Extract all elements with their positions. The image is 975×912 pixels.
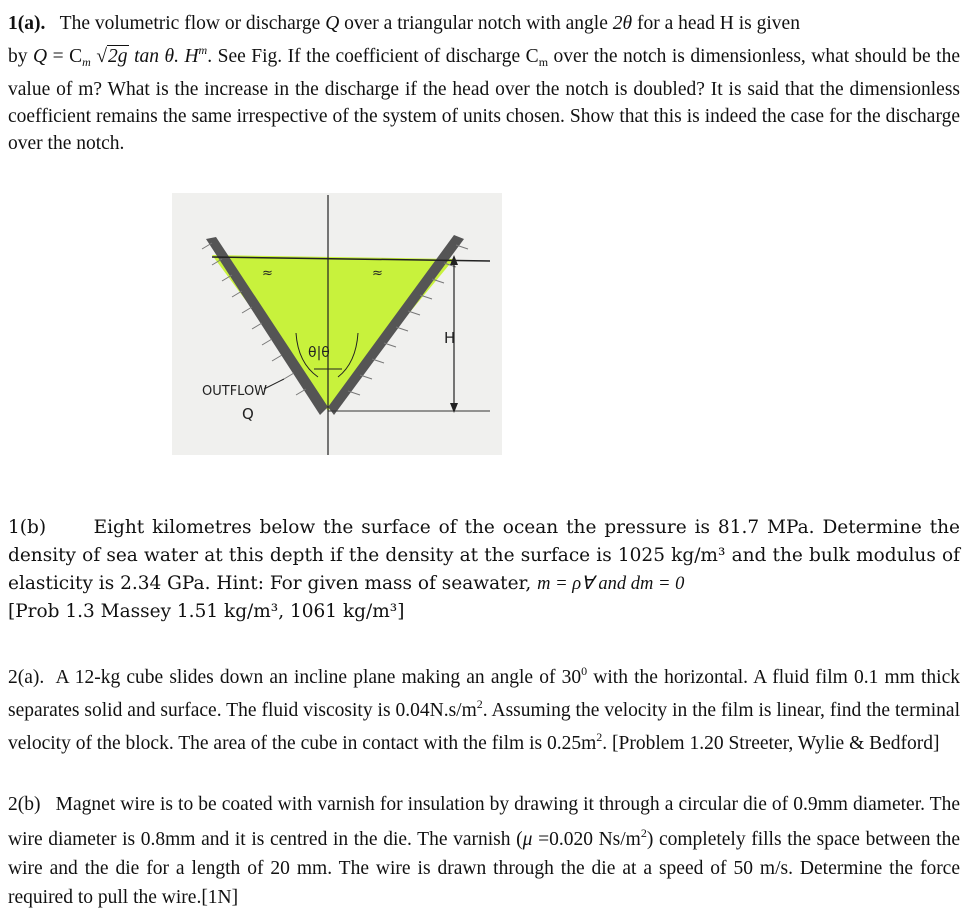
problem-2a — [8, 658, 960, 757]
surface-mark-left: ≈ — [262, 266, 273, 281]
squared-superscript-2: 2 — [596, 730, 603, 744]
equation-tan-term: tan θ. H — [134, 46, 199, 67]
problem-2a-text-d: . [Problem 1.20 Streeter, Wylie & Bedford] — [602, 733, 940, 754]
problem-2a-text-b: with the horizontal. A fluid film 0.1 mm thick separates solid and surface. The fluid viscosity is 0.04N.s/m — [8, 667, 960, 721]
problem-1a-label: 1(a). — [8, 13, 46, 34]
problem-1a-text-rest: what should be the value of m? What is the increase in the discharge if the head over the notch is doubled? It is said that the dimensionless coefficient remains the same irrespective of the system of units chosen. Show that this is indeed the case for the discharge over the notch. — [8, 46, 960, 154]
problem-1a: 1(a). The volumetric flow or discharge Q over a triangular notch with angle 2θ for a head H is given by $Q = C_m$ √2g tan θ. $H^m$. See Fig. If the coefficient of discharge $C_m$ over the notch is dimensionless, what should be the value of m? What is the increase in the discharge if the head over the notch is doubled? It is said that the dimensionless coefficient remains the same irrespective of the system of units chosen. Show that this is indeed the case for the discharge over the notch. — [8, 13, 960, 154]
problem-2a-text-c: . Assuming the velocity in the film is linear, find the terminal velocity of the block. The area of the cube in contact with the film is 0.25m — [8, 700, 960, 754]
problem-1a-text-1: The volumetric flow or discharge — [59, 13, 321, 34]
problem-1b-label: 1(b) — [8, 517, 47, 538]
problem-2b-text-c: ) completely fills the space between the wire and the die for a length of 20 mm. The wire is drawn through the die at a speed of 50 m/s. Determine the force required to pull the wire.[1N] — [8, 829, 960, 908]
problem-2b — [8, 790, 960, 912]
triangular-notch-figure — [172, 193, 502, 455]
outflow-q-label: Q — [242, 405, 254, 423]
symbol-angle: 2θ — [612, 13, 633, 34]
problem-2b-text-a: Magnet wire is to be coated with varnish for insulation by drawing it through a circular die of 0.9mm diameter. The wire diameter is 0.8mm and it is centred in the die. The varnish ( — [8, 794, 961, 850]
problem-1a-by: by — [8, 46, 28, 67]
equation-root: 2g — [108, 46, 128, 67]
problem-1a-text-2b: over the notch is dimensionless, — [553, 46, 806, 67]
outflow-label: OUTFLOW — [202, 384, 268, 399]
mu-symbol: μ — [522, 829, 533, 850]
notch-diagram — [172, 193, 502, 455]
symbol-q: Q — [325, 13, 340, 34]
surface-mark-right: ≈ — [372, 266, 383, 281]
problem-2b-label: 2(b) — [8, 794, 41, 815]
squared-superscript: 2 — [640, 826, 647, 840]
equation-coefficient: = C — [47, 46, 83, 67]
head-label: H — [444, 329, 456, 347]
cm-subscript: m — [538, 55, 549, 69]
problem-2b-text-b: =0.020 Ns/m — [532, 829, 641, 850]
theta-label: θ|θ — [308, 345, 330, 361]
hint-equation: m = ρ∀ and dm = 0 — [537, 574, 685, 594]
equation-coefficient-subscript: m — [82, 55, 91, 69]
equation-lhs: Q — [33, 46, 48, 67]
problem-2a-text-a: A 12-kg cube slides down an incline plane making an angle of 30 — [55, 667, 582, 688]
equation-exponent: m — [198, 43, 208, 57]
degree-superscript: 0 — [581, 664, 588, 678]
problem-1a-text-1b: over a triangular notch with angle — [344, 13, 608, 34]
problem-1b-text: Eight kilometres below the surface of the ocean the pressure is 81.7 MPa. Determine the density of sea water at this depth if the density at the surface is 1025 kg/m³ and the bulk modulus of elasticity is 2.34 GPa. Hint: For given mass of seawater, — [8, 517, 960, 594]
problem-1a-text-2: . See Fig. If the coefficient of discharge C — [207, 46, 539, 67]
problem-2a-label: 2(a). — [8, 667, 45, 688]
squared-superscript: 2 — [476, 697, 483, 711]
problem-1a-text-1c: for a head H is given — [636, 13, 800, 34]
problem-1b — [8, 514, 960, 626]
problem-1b-answer: [Prob 1.3 Massey 1.51 kg/m³, 1061 kg/m³] — [8, 601, 405, 622]
